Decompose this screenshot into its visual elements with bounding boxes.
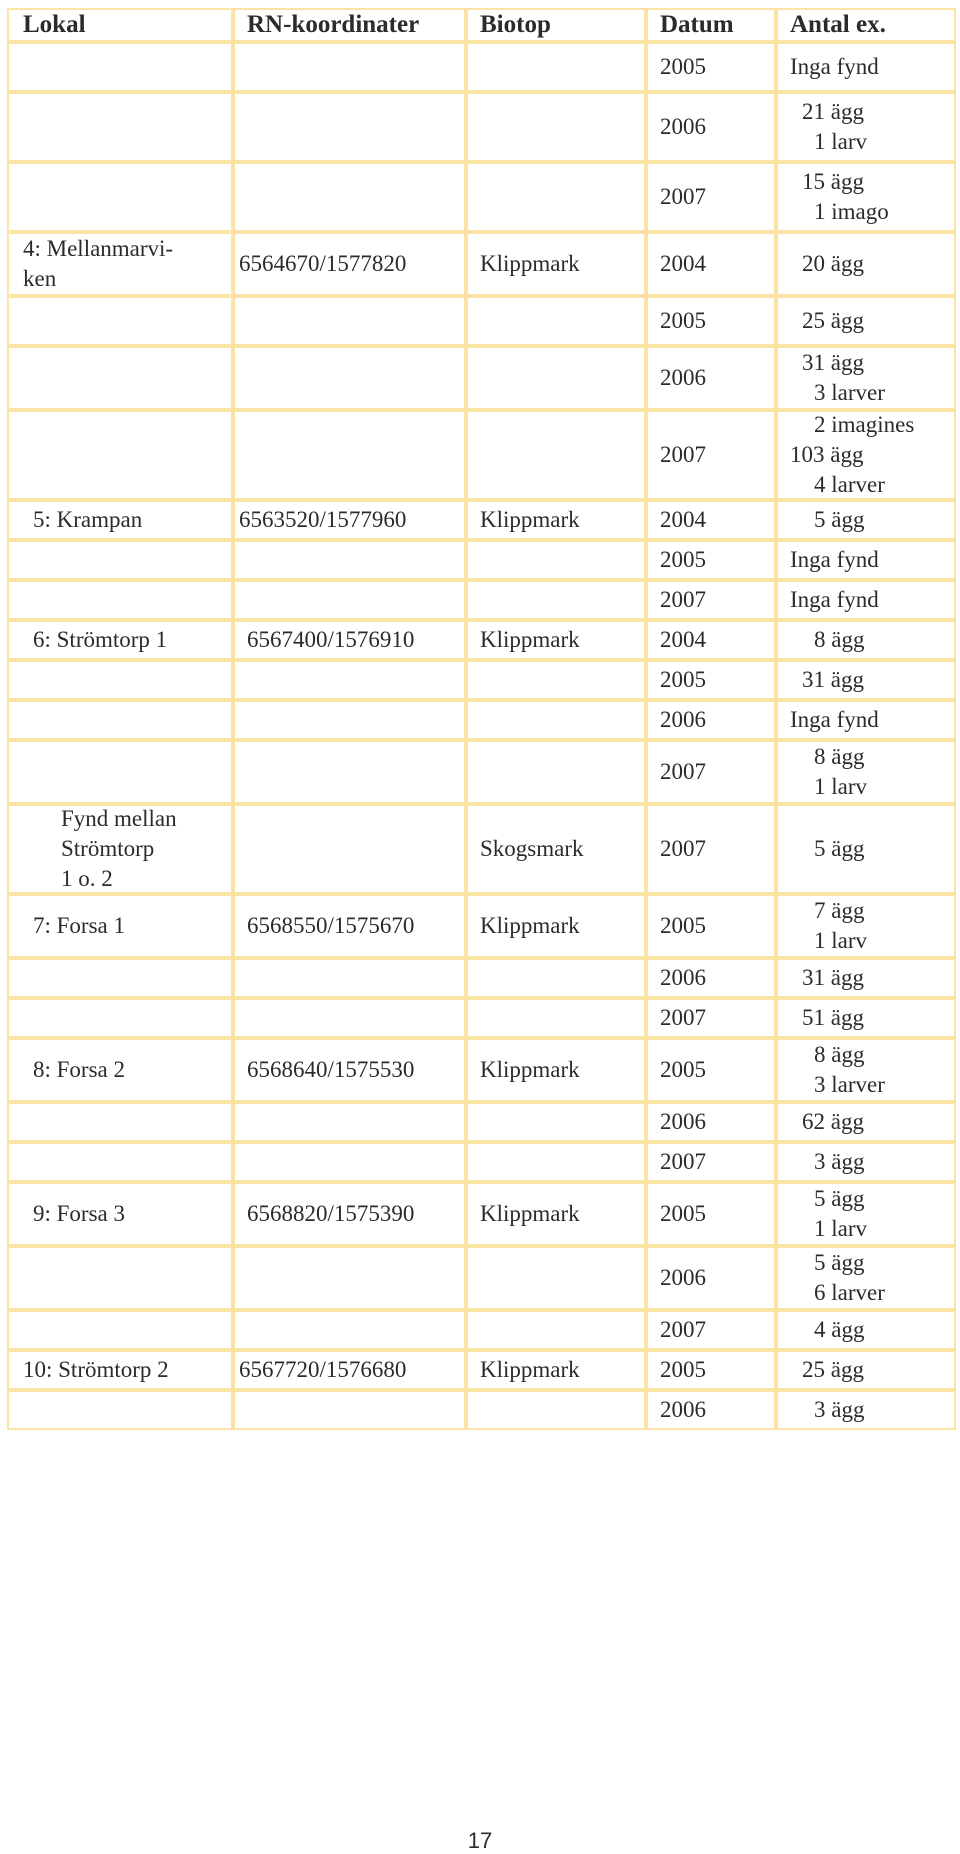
cell-rn-koordinater: 6568820/1575390 [235,1184,464,1244]
cell-lokal [9,1040,231,1100]
table-row [9,298,954,344]
antal-line: 103 ägg [790,442,864,467]
cell-rn-koordinater [235,298,464,344]
cell-lokal [9,1248,231,1308]
table-row [9,1352,954,1388]
table-row [9,44,954,90]
cell-antal [778,1248,954,1308]
cell-datum: 2006 [648,702,774,738]
cell-rn-koordinater [235,702,464,738]
cell-biotop: Klippmark [468,1352,644,1388]
cell-datum: 2005 [648,1040,774,1100]
lokal-line: 5: Krampan [33,507,143,532]
cell-rn-koordinater [235,94,464,160]
antal-line: 25 ägg [802,1357,864,1382]
cell-datum: 2007 [648,1144,774,1180]
cell-rn-koordinater [235,412,464,498]
antal-line: 51 ägg [802,1005,864,1030]
cell-rn-koordinater [235,164,464,230]
cell-biotop [468,1104,644,1140]
lokal-line: 10: Strömtorp 2 [23,1357,169,1382]
table-row [9,94,954,160]
cell-rn-koordinater: 6563520/1577960 [235,502,464,538]
cell-lokal [9,412,231,498]
antal-line: 3 ägg [814,1149,865,1174]
cell-biotop: Klippmark [468,502,644,538]
cell-biotop [468,412,644,498]
cell-antal [778,1040,954,1100]
antal-line: 7 ägg [814,898,865,923]
lokal-line: 1 o. 2 [61,866,113,891]
cell-datum: 2007 [648,164,774,230]
antal-line: 4 larver [814,472,885,497]
cell-rn-koordinater: 6568640/1575530 [235,1040,464,1100]
cell-antal [778,622,954,658]
antal-line: 1 larv [814,774,868,799]
cell-antal [778,806,954,892]
cell-lokal [9,234,231,294]
cell-biotop [468,44,644,90]
cell-datum: 2004 [648,622,774,658]
cell-lokal [9,348,231,408]
header-lokal: Lokal [9,10,231,40]
table-row [9,806,954,892]
table-row [9,742,954,802]
antal-line: 31 ägg [802,965,864,990]
cell-biotop [468,542,644,578]
cell-biotop [468,164,644,230]
antal-line: Inga fynd [790,587,879,612]
cell-antal [778,234,954,294]
antal-line: 31 ägg [802,667,864,692]
antal-line: 3 larver [814,1072,885,1097]
cell-datum: 2005 [648,896,774,956]
cell-datum: 2005 [648,44,774,90]
table-row [9,348,954,408]
cell-antal [778,582,954,618]
cell-biotop [468,1144,644,1180]
cell-biotop: Klippmark [468,1184,644,1244]
cell-lokal [9,44,231,90]
cell-biotop: Klippmark [468,896,644,956]
cell-biotop [468,1248,644,1308]
table-row [9,1312,954,1348]
cell-datum: 2005 [648,662,774,698]
cell-antal [778,1000,954,1036]
cell-biotop [468,298,644,344]
antal-line: 5 ägg [814,507,865,532]
cell-rn-koordinater [235,662,464,698]
antal-line: 3 larver [814,380,885,405]
cell-biotop: Klippmark [468,622,644,658]
cell-lokal [9,742,231,802]
page-number: 17 [467,1828,493,1853]
cell-rn-koordinater [235,742,464,802]
cell-biotop [468,582,644,618]
table-row [9,960,954,996]
table-row [9,164,954,230]
antal-line: 2 imagines [814,412,915,437]
cell-rn-koordinater: 6564670/1577820 [235,234,464,294]
cell-antal [778,164,954,230]
cell-rn-koordinater [235,44,464,90]
antal-line: 62 ägg [802,1109,864,1134]
cell-antal [778,348,954,408]
cell-lokal [9,582,231,618]
cell-datum: 2004 [648,234,774,294]
cell-rn-koordinater [235,1144,464,1180]
cell-rn-koordinater [235,542,464,578]
cell-rn-koordinater [235,1312,464,1348]
lokal-line: ken [23,266,57,291]
antal-line: Inga fynd [790,54,879,79]
cell-rn-koordinater [235,806,464,892]
cell-antal [778,94,954,160]
antal-line: 1 larv [814,129,868,154]
cell-lokal [9,164,231,230]
table-row [9,1040,954,1100]
lokal-line: Strömtorp [61,836,155,861]
cell-lokal [9,1144,231,1180]
lokal-line: 8: Forsa 2 [33,1057,125,1082]
cell-biotop [468,742,644,802]
table-row [9,1392,954,1428]
cell-antal [778,298,954,344]
antal-line: 21 ägg [802,99,864,124]
cell-biotop [468,1000,644,1036]
cell-datum: 2005 [648,1352,774,1388]
table-row [9,1248,954,1308]
antal-line: 25 ägg [802,308,864,333]
cell-rn-koordinater: 6567720/1576680 [235,1352,464,1388]
antal-line: 8 ägg [814,627,865,652]
cell-rn-koordinater [235,1000,464,1036]
lokal-line: 4: Mellanmarvi- [23,236,174,261]
cell-datum: 2007 [648,1000,774,1036]
cell-antal [778,1184,954,1244]
cell-biotop [468,702,644,738]
cell-antal [778,896,954,956]
cell-datum: 2005 [648,1184,774,1244]
cell-datum: 2007 [648,806,774,892]
cell-rn-koordinater [235,960,464,996]
header-row [9,10,954,40]
table-row [9,1104,954,1140]
cell-lokal [9,662,231,698]
cell-lokal [9,1392,231,1428]
cell-lokal [9,1352,231,1388]
cell-lokal [9,298,231,344]
cell-biotop [468,960,644,996]
cell-datum: 2004 [648,502,774,538]
header-antal: Antal ex. [778,10,954,40]
cell-lokal [9,806,231,892]
cell-biotop [468,348,644,408]
cell-biotop [468,94,644,160]
data-table [7,8,956,1430]
cell-antal [778,542,954,578]
cell-lokal [9,1312,231,1348]
antal-line: 31 ägg [802,350,864,375]
cell-rn-koordinater [235,1248,464,1308]
cell-lokal [9,542,231,578]
cell-lokal [9,960,231,996]
lokal-line: 6: Strömtorp 1 [33,627,168,652]
cell-lokal [9,502,231,538]
header-rn-koordinater: RN-koordinater [235,10,464,40]
cell-biotop [468,1392,644,1428]
table-row [9,582,954,618]
table-row [9,622,954,658]
header-biotop: Biotop [468,10,644,40]
antal-line: 20 ägg [802,251,864,276]
lokal-line: 7: Forsa 1 [33,913,125,938]
cell-rn-koordinater [235,1104,464,1140]
cell-rn-koordinater [235,348,464,408]
antal-line: 8 ägg [814,1042,865,1067]
antal-line: 4 ägg [814,1317,865,1342]
cell-datum: 2006 [648,94,774,160]
cell-datum: 2007 [648,1312,774,1348]
cell-rn-koordinater [235,582,464,618]
cell-rn-koordinater: 6568550/1575670 [235,896,464,956]
antal-line: 5 ägg [814,1186,865,1211]
cell-datum: 2007 [648,412,774,498]
cell-antal [778,1352,954,1388]
antal-line: 15 ägg [802,169,864,194]
cell-lokal [9,1000,231,1036]
table-row [9,1144,954,1180]
cell-biotop [468,1312,644,1348]
cell-biotop: Klippmark [468,1040,644,1100]
table-row [9,234,954,294]
cell-lokal [9,702,231,738]
cell-lokal [9,94,231,160]
cell-antal [778,702,954,738]
antal-line: 6 larver [814,1280,885,1305]
antal-line: 3 ägg [814,1397,865,1422]
cell-lokal [9,896,231,956]
cell-datum: 2006 [648,1104,774,1140]
cell-lokal [9,622,231,658]
cell-antal [778,1312,954,1348]
table-row [9,1184,954,1244]
antal-line: Inga fynd [790,547,879,572]
table-row [9,1000,954,1036]
cell-datum: 2005 [648,298,774,344]
cell-antal [778,662,954,698]
cell-antal [778,44,954,90]
antal-line: 5 ägg [814,836,865,861]
cell-lokal [9,1184,231,1244]
table-row [9,502,954,538]
cell-datum: 2006 [648,1392,774,1428]
cell-antal [778,742,954,802]
lokal-line: 9: Forsa 3 [33,1201,125,1226]
cell-datum: 2005 [648,542,774,578]
cell-datum: 2007 [648,742,774,802]
lokal-line: Fynd mellan [61,806,177,831]
cell-biotop [468,662,644,698]
cell-datum: 2007 [648,582,774,618]
cell-datum: 2006 [648,348,774,408]
cell-antal [778,1392,954,1428]
cell-antal [778,960,954,996]
antal-line: 5 ägg [814,1250,865,1275]
table-row [9,662,954,698]
header-datum: Datum [648,10,774,40]
table-row [9,542,954,578]
cell-rn-koordinater: 6567400/1576910 [235,622,464,658]
cell-biotop: Klippmark [468,234,644,294]
cell-antal [778,1144,954,1180]
cell-antal [778,412,954,498]
table-row [9,702,954,738]
antal-line: 1 larv [814,928,868,953]
cell-antal [778,1104,954,1140]
cell-biotop: Skogsmark [468,806,644,892]
antal-line: 8 ägg [814,744,865,769]
cell-datum: 2006 [648,1248,774,1308]
cell-antal [778,502,954,538]
table-row [9,896,954,956]
cell-rn-koordinater [235,1392,464,1428]
antal-line: 1 larv [814,1216,868,1241]
table-row [9,412,954,498]
antal-line: 1 imago [814,199,889,224]
antal-line: Inga fynd [790,707,879,732]
cell-lokal [9,1104,231,1140]
cell-datum: 2006 [648,960,774,996]
